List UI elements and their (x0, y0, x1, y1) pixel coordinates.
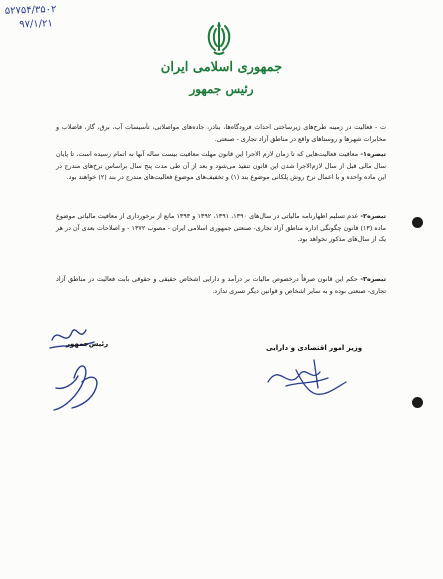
punch-hole (412, 217, 423, 228)
punch-hole (412, 397, 423, 408)
reference-date: ۹۷/۱/۲۱ (19, 18, 53, 31)
note-3-label: تبصره۳- (360, 275, 386, 283)
clause-t (56, 122, 386, 145)
minister-signature-icon (256, 352, 356, 402)
header-office: رئیس جمهور (189, 82, 254, 96)
note-1 (56, 149, 386, 184)
note-2 (56, 211, 386, 246)
note-1-text: معافیت فعالیت‌هایی که تا زمان لازم الاجرا این قانون مهلت معافیت بیست ساله آنها به اتمام رسیده است، تا پایان سال مالی قبل از سال لازم‌الاجرا شدن این قانون تنفیذ می‌شود و بعد از آن طی مدت پنج سال براساس نرخ‌های مندرج در این ماده واحده و با اعمال نرخ روش پلکانی موضوع بند (۱) و تخفیف‌های موضوع فعالیت‌های مندرج در بند (۲) خواهند بود. (56, 150, 386, 182)
clause-t-text: ت - فعالیت در زمینه طرح‌های زیرساختی احداث فرودگاه‌ها، بنادر، جاده‌های مواصلاتی، تأسیسات آب، برق، گاز، فاضلاب و مخابرات شهرها و روستاهای واقع در مناطق آزاد تجاری - صنعتی. (56, 123, 386, 143)
note-3-text: حکم این قانون صرفاً درخصوص مالیات بر درآمد و دارایی اشخاص حقیقی و حقوقی بابت فعالیت در مناطق آزاد تجاری- صنعتی بوده و به سایر اشخاص و قوانین دیگر تسری ندارد. (56, 275, 386, 295)
reference-number: ۵۲۷۵۴/۳۵۰۲ (4, 4, 57, 17)
note-2-text: عدم تسلیم اظهارنامه مالیاتی در سال‌های ۱۳۹۰، ۱۳۹۱، ۱۳۹۲ و ۱۳۹۳ مانع از برخورداری از معافیت مالیاتی موضوع ماده (۱۳) قانون چگونگی اداره مناطق آزاد تجاری- صنعتی جمهوری اسلامی ایران - مصوب ۱۳۷۲ - و اصلاحات بعدی آن در هر یک از سال‌های مذکور نخواهد بود. (56, 212, 386, 244)
note-3 (56, 274, 386, 297)
minister-signature-label: وزیر امور اقتصادی و دارایی (266, 344, 363, 352)
president-signature-icon (44, 318, 124, 418)
header-country: جمهوری اسلامی ایران (160, 60, 283, 75)
note-1-label: تبصره۱- (360, 150, 386, 158)
iran-emblem-icon (203, 20, 235, 58)
note-2-label: تبصره۲- (360, 212, 386, 220)
reference-stamp (5, 3, 58, 33)
president-signature-label: رئیس‌جمهور (66, 340, 109, 348)
